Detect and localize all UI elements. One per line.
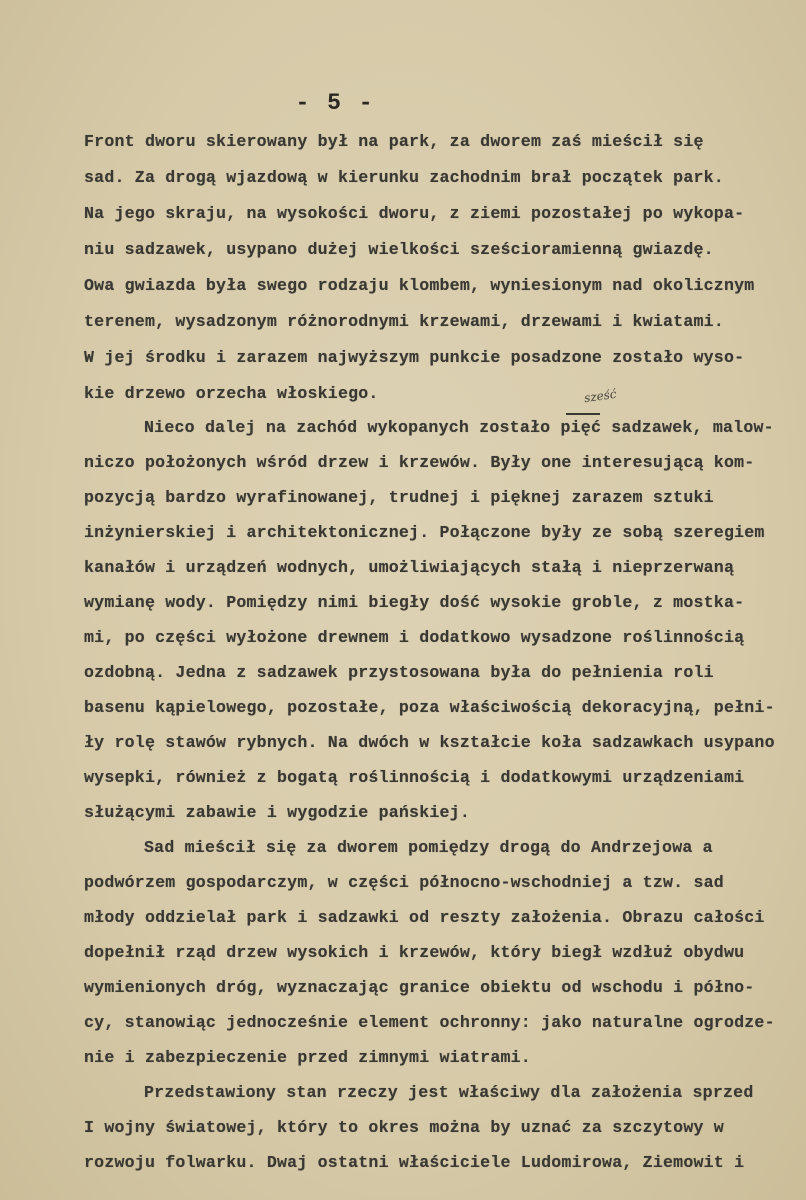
text-line: Nieco dalej na zachód wykopanych zostało pięć sadzawek, malow-: [144, 418, 774, 437]
text-line: pozycją bardzo wyrafinowanej, trudnej i pięknej zarazem sztuki: [84, 488, 714, 507]
text-line: Przedstawiony stan rzeczy jest właściwy dla założenia sprzed: [144, 1083, 754, 1102]
text-line: mi, po części wyłożone drewnem i dodatkowo wysadzone roślinnością: [84, 628, 745, 647]
text-line: nie i zabezpieczenie przed zimnymi wiatrami.: [84, 1048, 531, 1067]
text-line: ozdobną. Jedna z sadzawek przystosowana była do pełnienia roli: [84, 663, 714, 682]
text-line: dopełnił rząd drzew wysokich i krzewów, który biegł wzdłuż obydwu: [84, 943, 745, 962]
text-line: wymienionych dróg, wyznaczając granice obiektu od wschodu i półno-: [84, 978, 755, 997]
text-line: wymianę wody. Pomiędzy nimi biegły dość wysokie groble, z mostka-: [84, 593, 745, 612]
text-line: I wojny światowej, który to okres można by uznać za szczytowy w: [84, 1118, 724, 1137]
text-line: kanałów i urządzeń wodnych, umożliwiających stałą i nieprzerwaną: [84, 558, 735, 577]
text-line: Owa gwiazda była swego rodzaju klombem, wyniesionym nad okolicznym: [84, 276, 755, 295]
text-line: wysepki, również z bogatą roślinnością i dodatkowymi urządzeniami: [84, 768, 745, 787]
text-line: W jej środku i zarazem najwyższym punkcie posadzone zostało wyso-: [84, 348, 745, 367]
text-line: sad. Za drogą wjazdową w kierunku zachodnim brał początek park.: [84, 168, 724, 187]
text-line: młody oddzielał park i sadzawki od reszty założenia. Obrazu całości: [84, 908, 765, 927]
handwritten-correction: sześć: [583, 386, 618, 406]
text-line: Sad mieścił się za dworem pomiędzy drogą do Andrzejowa a: [144, 838, 713, 857]
text-line: podwórzem gospodarczym, w części północno-wschodniej a tzw. sad: [84, 873, 724, 892]
text-line: Front dworu skierowany był na park, za dworem zaś mieścił się: [84, 132, 704, 151]
text-line: inżynierskiej i architektonicznej. Połączone były ze sobą szeregiem: [84, 523, 765, 542]
text-line: niu sadzawek, usypano dużej wielkości sześcioramienną gwiazdę.: [84, 240, 714, 259]
text-line: ły rolę stawów rybnych. Na dwóch w kształcie koła sadzawkach usypano: [84, 733, 775, 752]
page-number: - 5 -: [295, 90, 375, 116]
text-line: Na jego skraju, na wysokości dworu, z ziemi pozostałej po wykopa-: [84, 204, 745, 223]
text-line: basenu kąpielowego, pozostałe, poza właściwością dekoracyjną, pełni-: [84, 698, 775, 717]
text-line: niczo położonych wśród drzew i krzewów. Były one interesującą kom-: [84, 453, 755, 472]
strikethrough-mark: [566, 413, 600, 415]
text-line: terenem, wysadzonym różnorodnymi krzewami, drzewami i kwiatami.: [84, 312, 724, 331]
text-line: rozwoju folwarku. Dwaj ostatni właściciele Ludomirowa, Ziemowit i: [84, 1153, 745, 1172]
text-line: służącymi zabawie i wygodzie pańskiej.: [84, 803, 470, 822]
text-line: cy, stanowiąc jednocześnie element ochronny: jako naturalne ogrodze-: [84, 1013, 775, 1032]
text-line: kie drzewo orzecha włoskiego.: [84, 384, 379, 403]
